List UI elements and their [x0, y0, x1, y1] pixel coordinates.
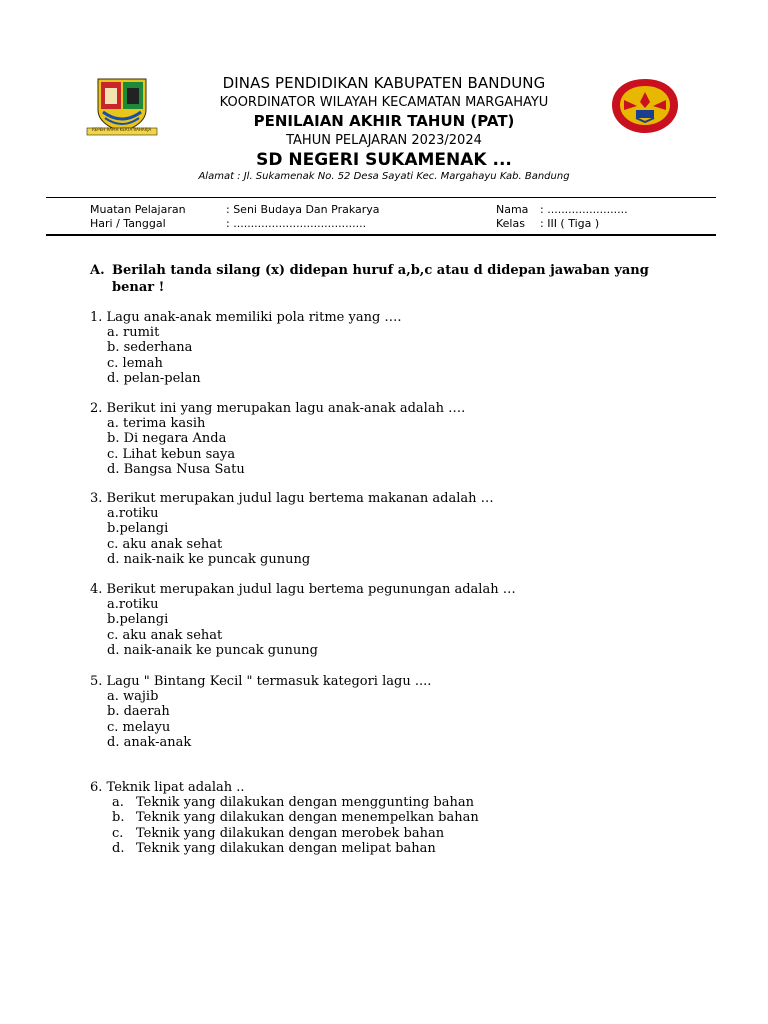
header-divider-bottom [46, 234, 716, 236]
option-label: c. [112, 825, 124, 841]
question-2 [90, 401, 465, 477]
section-letter: A. [90, 263, 105, 278]
option-a [90, 795, 479, 810]
day-value: : ...................................... [226, 217, 367, 230]
option-d: d. pelan-pelan [107, 370, 201, 386]
header-address: Alamat : Jl. Sukamenak No. 52 Desa Sayati Kec. Margahayu Kab. Bandung [198, 171, 570, 182]
section-a-instruction [90, 262, 649, 296]
option-label: a. [112, 795, 124, 811]
option-a: a. wajib [107, 689, 159, 705]
question-4 [90, 582, 516, 658]
option-a: a. terima kasih [107, 416, 206, 432]
day-label: Hari / Tanggal [90, 217, 166, 230]
option-text: Teknik yang dilakukan dengan merobek bahan [136, 825, 445, 841]
option-label: b. [112, 810, 125, 826]
header-school-name: SD NEGERI SUKAMENAK ... [256, 150, 512, 170]
option-b: b. Di negara Anda [107, 431, 227, 447]
header-exam-title: PENILAIAN AKHIR TAHUN (PAT) [253, 112, 515, 130]
name-label: Nama [496, 203, 529, 216]
option-c: c. Lihat kebun saya [107, 446, 236, 462]
left-logo-motto: REPEH RAPIH KERTA RAHARJA [92, 127, 152, 132]
question-stem: 6. Teknik lipat adalah .. [90, 780, 245, 795]
option-label: d. [112, 840, 125, 856]
question-5 [90, 674, 431, 750]
question-stem: 5. Lagu " Bintang Kecil " termasuk kategori lagu .... [90, 674, 432, 689]
subject-label: Muatan Pelajaran [90, 203, 186, 216]
option-b: b.pelangi [107, 521, 169, 537]
header-agency: DINAS PENDIDIKAN KABUPATEN BANDUNG [222, 74, 546, 92]
class-value: : III ( Tiga ) [540, 217, 600, 230]
option-d: d. Bangsa Nusa Satu [107, 461, 245, 477]
option-b: b. sederhana [107, 340, 193, 356]
header-coordinator: KOORDINATOR WILAYAH KECAMATAN MARGAHAYU [219, 95, 549, 110]
option-d: d. anak-anak [107, 734, 192, 750]
option-c: c. melayu [107, 719, 171, 735]
option-a: a.rotiku [107, 506, 159, 522]
option-a: a.rotiku [107, 597, 159, 613]
option-c [90, 826, 479, 841]
section-title-line2: benar ! [112, 280, 165, 295]
option-c: c. aku anak sehat [107, 627, 223, 643]
subject-value: : Seni Budaya Dan Prakarya [226, 203, 380, 216]
question-1 [90, 310, 402, 386]
option-c: c. lemah [107, 355, 163, 371]
question-6 [90, 780, 479, 856]
option-d: d. naik-anaik ke puncak gunung [107, 642, 318, 658]
option-b [90, 810, 479, 825]
header-academic-year: TAHUN PELAJARAN 2023/2024 [286, 133, 482, 148]
option-text: Teknik yang dilakukan dengan menempelkan bahan [136, 810, 479, 826]
option-c: c. aku anak sehat [107, 536, 223, 552]
option-a: a. rumit [107, 325, 160, 341]
question-stem: 1. Lagu anak-anak memiliki pola ritme yang …. [90, 310, 402, 325]
option-d [90, 841, 479, 856]
option-b: b.pelangi [107, 612, 169, 628]
option-text: Teknik yang dilakukan dengan melipat bahan [136, 840, 436, 856]
class-label: Kelas [496, 217, 525, 230]
section-title-line1: Berilah tanda silang (x) didepan huruf a,b,c atau d didepan jawaban yang [112, 263, 649, 278]
option-text: Teknik yang dilakukan dengan menggunting bahan [136, 795, 474, 811]
question-stem: 3. Berikut merupakan judul lagu bertema makanan adalah … [90, 491, 494, 506]
question-stem: 2. Berikut ini yang merupakan lagu anak-anak adalah …. [90, 401, 466, 416]
option-d: d. naik-naik ke puncak gunung [107, 551, 311, 567]
header-divider-top [46, 197, 716, 198]
question-3 [90, 491, 494, 567]
name-value: : ....................... [540, 203, 628, 216]
option-b: b. daerah [107, 704, 170, 720]
question-stem: 4. Berikut merupakan judul lagu bertema pegunungan adalah … [90, 582, 516, 597]
